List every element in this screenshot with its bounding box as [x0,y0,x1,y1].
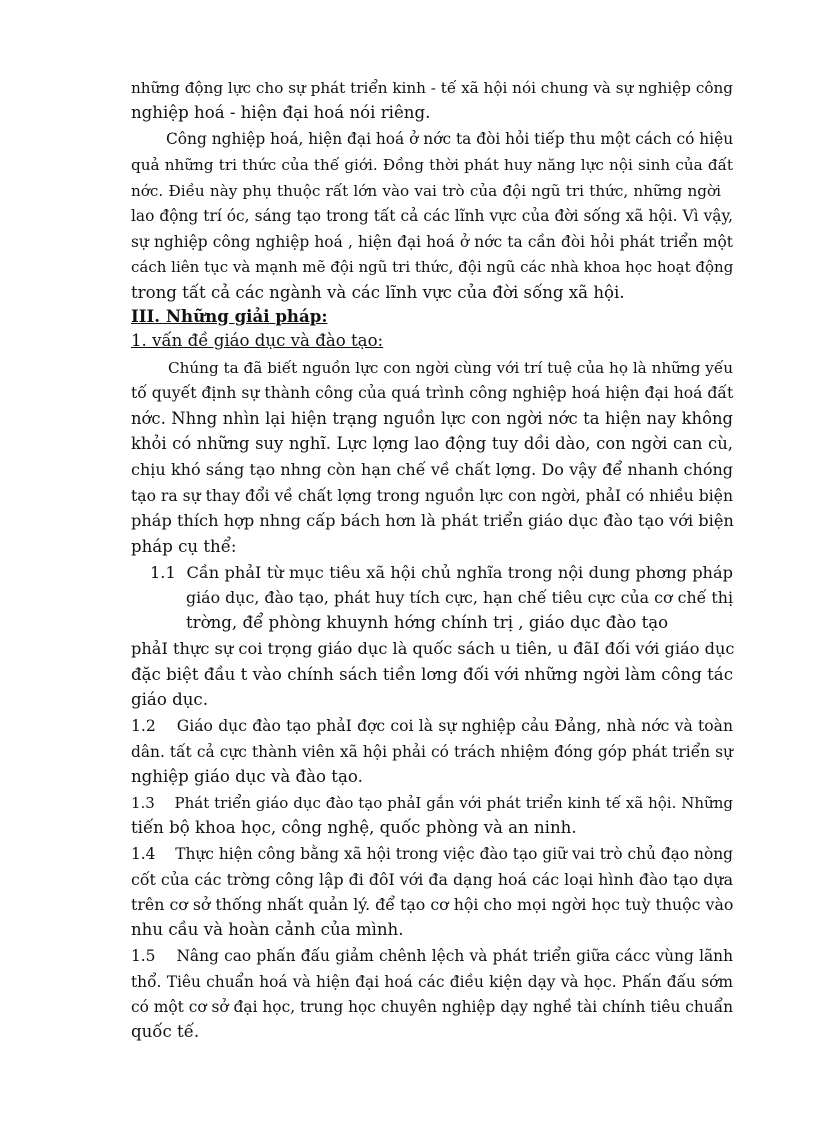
body-text-line: nớc. Điều này phụ thuộc rất lớn vào vai trò của đội ngũ tri thức, những ngời [131,182,721,200]
list-item-line: nghiệp giáo dục và đào tạo. [131,767,363,786]
body-text-line: quả những tri thức của thế giới. Đồng thời phát huy năng lực nội sinh của đất [131,156,733,174]
body-text-line: sự nghiệp công nghiệp hoá , hiện đại hoá ở nớc ta cần đòi hỏi phát triển một [131,233,733,251]
body-text-line: tạo ra sự thay đổi về chất lợng trong nguồn lực con ngời, phảI có nhiều biện [131,487,734,505]
body-text-line: pháp thích hợp nhng cấp bách hơn là phát triển giáo dục đào tạo với biện [131,511,734,530]
body-text-line: Chúng ta đã biết nguồn lực con ngời cùng với trí tuệ của họ là những yếu [168,359,733,377]
list-item-line: 1.5 Nâng cao phấn đấu giảm chênh lệch và phát triển giữa cácc vùng lãnh [131,947,733,965]
list-item-line: trên cơ sở thống nhất quản lý. để tạo cơ hội cho mọi ngời học tuỳ thuộc vào [131,895,734,914]
list-item-line: 1.2 Giáo dục đào tạo phảI đợc coi là sự nghiệp cảu Đảng, nhà nớc và toàn [131,717,733,735]
body-text-line: phảI thực sự coi trọng giáo dục là quốc sách u tiên, u đãI đối với giáo dục [131,639,735,658]
list-item-line: giáo dục, đào tạo, phát huy tích cực, hạn chế tiêu cực của cơ chế thị [186,588,733,607]
body-text-line: nớc. Nhng nhìn lại hiện trạng nguồn lực con ngời nớc ta hiện nay không [131,409,733,428]
list-item-line: 1.1 Cần phảI từ mục tiêu xã hội chủ nghĩa trong nội dung phơng pháp [150,563,733,582]
list-item-line: có một cơ sở đại học, trung học chuyên nghiệp dạy nghề tài chính tiêu chuẩn [131,998,734,1016]
list-item-line: thổ. Tiêu chuẩn hoá và hiện đại hoá các điều kiện dạy và học. Phấn đấu sớm [131,973,733,991]
body-text-line: giáo dục. [131,690,208,709]
list-item-line: cốt của các trờng công lập đi đôI với đa dạng hoá các loại hình đào tạo dựa [131,870,733,889]
body-text-line: tố quyết định sự thành công của quá trình công nghiệp hoá hiện đại hoá đất [131,384,734,402]
list-item-line: 1.3 Phát triển giáo dục đào tạo phảI gắn với phát triển kinh tế xã hội. Những [131,794,733,812]
list-item-line: quốc tế. [131,1022,200,1041]
body-text-line: chịu khó sáng tạo nhng còn hạn chế về chất lợng. Do vậy để nhanh chóng [131,460,733,479]
body-text-line: Công nghiệp hoá, hiện đại hoá ở nớc ta đòi hỏi tiếp thu một cách có hiệu [166,130,734,148]
body-text-line: cách liên tục và mạnh mẽ đội ngũ tri thức, đội ngũ các nhà khoa học hoạt động [131,258,734,276]
list-item-line: trờng, để phòng khuynh hớng chính trị , giáo dục đào tạo [186,613,669,632]
list-item-line: tiến bộ khoa học, công nghệ, quốc phòng và an ninh. [131,818,577,837]
body-text-line: trong tất cả các ngành và các lĩnh vực của đời sống xã hội. [131,283,625,302]
list-item-line: nhu cầu và hoàn cảnh của mình. [131,920,404,939]
body-text-line: lao động trí óc, sáng tạo trong tất cả các lĩnh vực của đời sống xã hội. Vì vậy, [131,207,733,225]
subsection-heading: 1. vấn đề giáo dục và đào tạo: [131,331,384,350]
body-text-line: khỏi có những suy nghĩ. Lực lợng lao động tuy dồi dào, con ngời can cù, [131,434,733,453]
list-item-line: dân. tất cả cực thành viên xã hội phải có trách nhiệm đóng góp phát triển sự [131,743,733,761]
body-text-line: những động lực cho sự phát triển kinh - tế xã hội nói chung và sự nghiệp công [131,79,733,97]
section-heading: III. Những giải pháp: [131,306,328,326]
body-text-line: đặc biệt đầu t vào chính sách tiền lơng đối với những ngời làm công tác [131,665,733,684]
body-text-line: nghiệp hoá - hiện đại hoá nói riêng. [131,103,431,122]
list-item-line: 1.4 Thực hiện công bằng xã hội trong việc đào tạo giữ vai trò chủ đạo nòng [131,845,733,863]
body-text-line: pháp cụ thể: [131,537,237,556]
